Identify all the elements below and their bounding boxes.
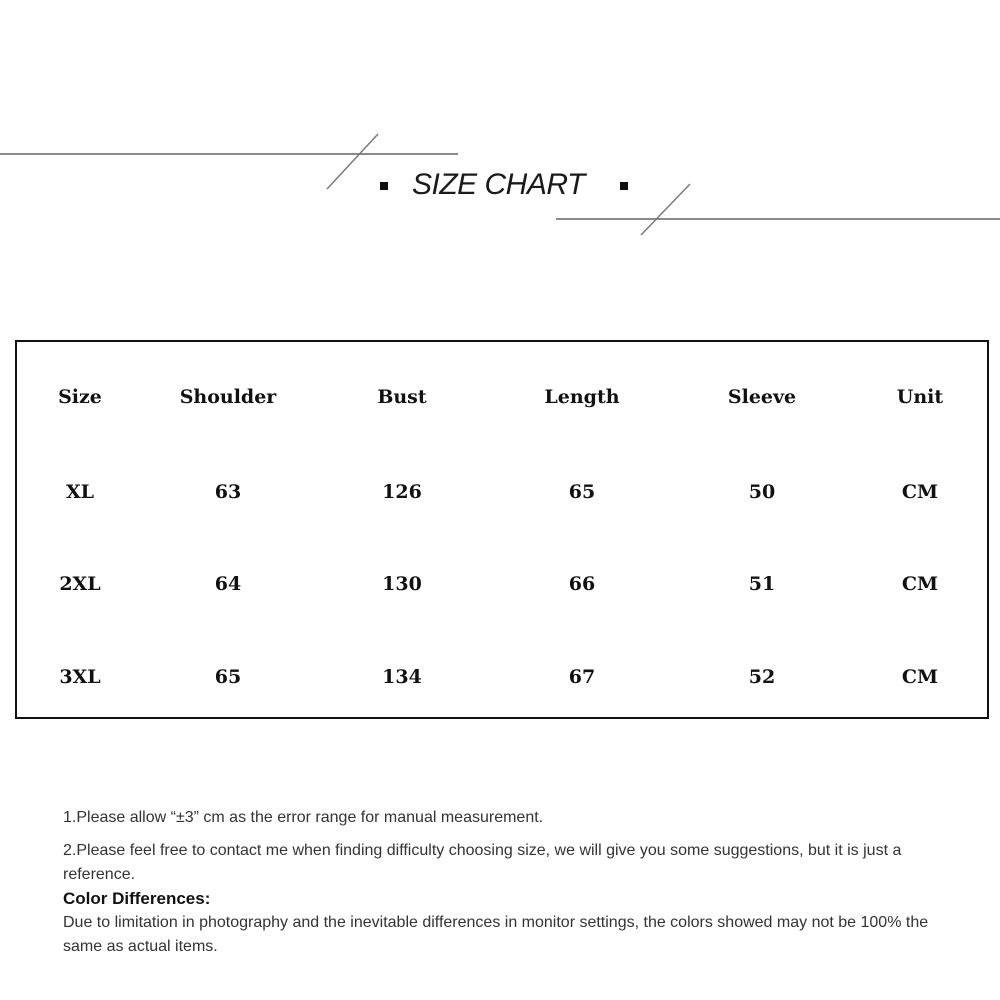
table-row: [17, 564, 987, 604]
cell-size: 3XL: [59, 666, 101, 688]
cell-bust: 126: [382, 481, 422, 503]
title-block: [370, 168, 640, 208]
page-title: SIZE CHART: [412, 168, 585, 201]
cell-unit: CM: [901, 481, 939, 503]
cell-shoulder: 63: [214, 481, 242, 503]
color-differences-heading: Color Differences:: [63, 889, 211, 908]
header-sleeve: Sleeve: [727, 386, 797, 408]
header-shoulder: Shoulder: [179, 386, 277, 408]
note-measurement: 1.Please allow “±3” cm as the error range for manual measurement.: [63, 809, 544, 826]
header-unit: Unit: [896, 386, 944, 408]
square-bullet-icon: [620, 182, 628, 190]
cell-size: XL: [65, 481, 95, 503]
top-right-slash: [641, 184, 690, 235]
table-header-row: [17, 377, 987, 417]
cell-size: 2XL: [59, 573, 101, 595]
cell-length: 65: [568, 481, 596, 503]
cell-shoulder: 65: [214, 666, 242, 688]
table-row: [17, 472, 987, 512]
cell-bust: 130: [382, 573, 422, 595]
cell-length: 66: [568, 573, 596, 595]
cell-sleeve: 51: [748, 573, 776, 595]
cell-unit: CM: [901, 666, 939, 688]
header-length: Length: [544, 386, 620, 408]
table-row: [17, 657, 987, 697]
cell-bust: 134: [382, 666, 422, 688]
note-contact: 2.Please feel free to contact me when finding difficulty choosing size, we will give you some suggestions, but it is just a reference.: [63, 842, 902, 883]
decorative-lines: [0, 0, 1000, 260]
square-bullet-icon: [380, 182, 388, 190]
cell-sleeve: 52: [748, 666, 776, 688]
notes-section: [63, 806, 943, 959]
cell-length: 67: [568, 666, 596, 688]
cell-sleeve: 50: [748, 481, 776, 503]
color-differences-text: Due to limitation in photography and the inevitable differences in monitor settings, the colors showed may not be 100% the same as actual items.: [63, 914, 929, 955]
header-size: Size: [58, 386, 102, 408]
cell-shoulder: 64: [214, 573, 242, 595]
size-table: [15, 340, 989, 719]
cell-unit: CM: [901, 573, 939, 595]
header-bust: Bust: [377, 386, 427, 408]
